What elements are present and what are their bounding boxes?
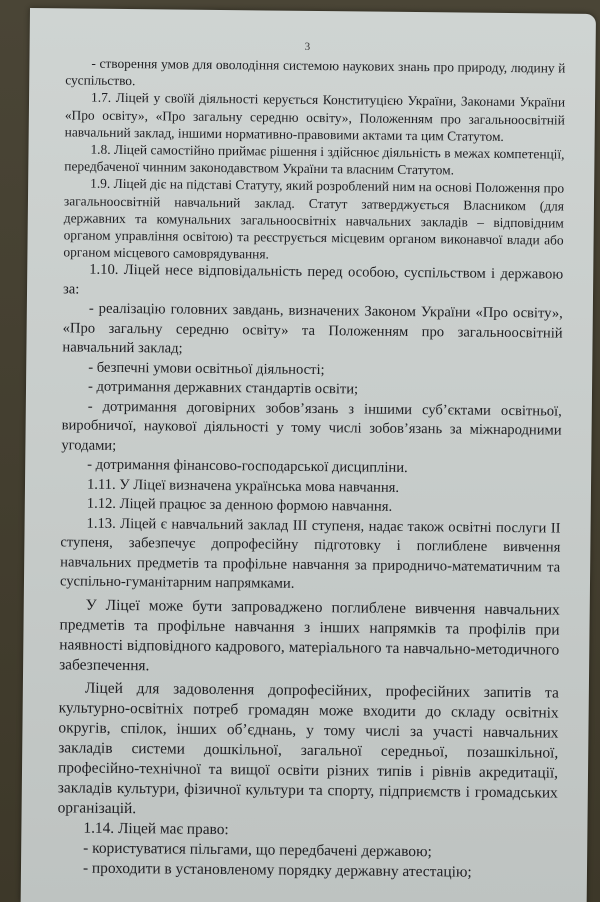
- paragraph-1-7: 1.7. Ліцей у своїй діяльності керується Конституцією України, Законами України «Про освіту», «Про загальну середню освіту», Положенням про загальноосвітній навчальний заклад, іншими нормативно-правовими актами та цим Статутом.: [64, 90, 566, 144]
- list-item-financial-discipline: - дотримання фінансово-господарської дисципліни.: [87, 457, 408, 477]
- list-item-benefits: - користуватися пільгами, що передбачені державою;: [83, 839, 432, 861]
- list-item-obligations: - дотримання договірних зобов’язань з іншими суб’єктами освітньої, виробничої, наукової діяльності у тому числі зобов’язань за міжнародними угодами;: [61, 398, 562, 454]
- paragraph-educational-districts: Ліцей для задоволення допрофесійних, професійних запитів та культурно-освітніх потреб громадян може входити до складу освітніх округів, спілок, інших об’єднань, у тому числі за участі навчальних закладів системи дошкільної, загальної середньої, позашкільної, професійно-технічної та вищої освіти різних типів і рівнів акредитації, закладів культури, фізичної культури та спорту, підприємств і громадських організацій.: [57, 679, 559, 818]
- paragraph-1-12: 1.12. Ліцей працює за денною формою навчання.: [86, 496, 393, 516]
- paragraph-1-11: 1.11. У Ліцеї визначена українська мова навчання.: [86, 476, 400, 496]
- paragraph-1-10: 1.10. Ліцей несе відповідальність перед особою, суспільством і державою за:: [62, 262, 564, 298]
- document-page: [21, 8, 596, 902]
- paragraph-advanced-study: У Ліцеї може бути запроваджено поглиблене вивчення навчальних предметів та профільне навчання з інших напрямків та профілів при наявності відповідного кадрового, матеріального та навчально-методичного забезпечення.: [59, 596, 560, 675]
- paragraph-1-8: 1.8. Ліцей самостійно приймає рішення і здійснює діяльність в межах компетенції, передбаченої чинним законодавством України та власним Статутом.: [64, 141, 565, 178]
- paragraph-1-13: 1.13. Ліцей є навчальний заклад ІІІ ступеня, надає також освітні послуги ІІ ступеня, забезпечує допрофесійну підготовку і поглиблене вивчення навчальних предметів та профільне навчання за природничо-математичним та суспільно-гуманітарним напрямками.: [59, 515, 561, 593]
- list-item-attestation: - проходити в установленому порядку державну атестацію;: [82, 859, 472, 881]
- paragraph-1-14: 1.14. Ліцей має право:: [83, 819, 229, 839]
- document-body: [57, 54, 566, 883]
- list-item-standards: - дотримання державних стандартів освіти;: [87, 379, 359, 398]
- paragraph-1: - створення умов для оволодіння системою наукових знань про природу, людину й суспільство.: [65, 55, 566, 89]
- paragraph-1-9: 1.9. Ліцей діє на підставі Статуту, який розроблений ним на основі Положення про загальноосвітній навчальний заклад. Статут затверджується Власником (для державних та комунальних загальноосвітніх навчальних закладів – відповідним органом управління освітою) та реєструється місцевим органом виконавчої влади або органом місцевого самоврядування.: [63, 176, 565, 262]
- list-item-safe-conditions: - безпечні умови освітньої діяльності;: [88, 359, 325, 379]
- page-number: 3: [304, 40, 311, 53]
- list-item-main-tasks: - реалізацію головних завдань, визначених Законом України «Про освіту», «Про загальну середню освіту» та Положенням про загальноосвітній навчальний заклад;: [62, 301, 563, 358]
